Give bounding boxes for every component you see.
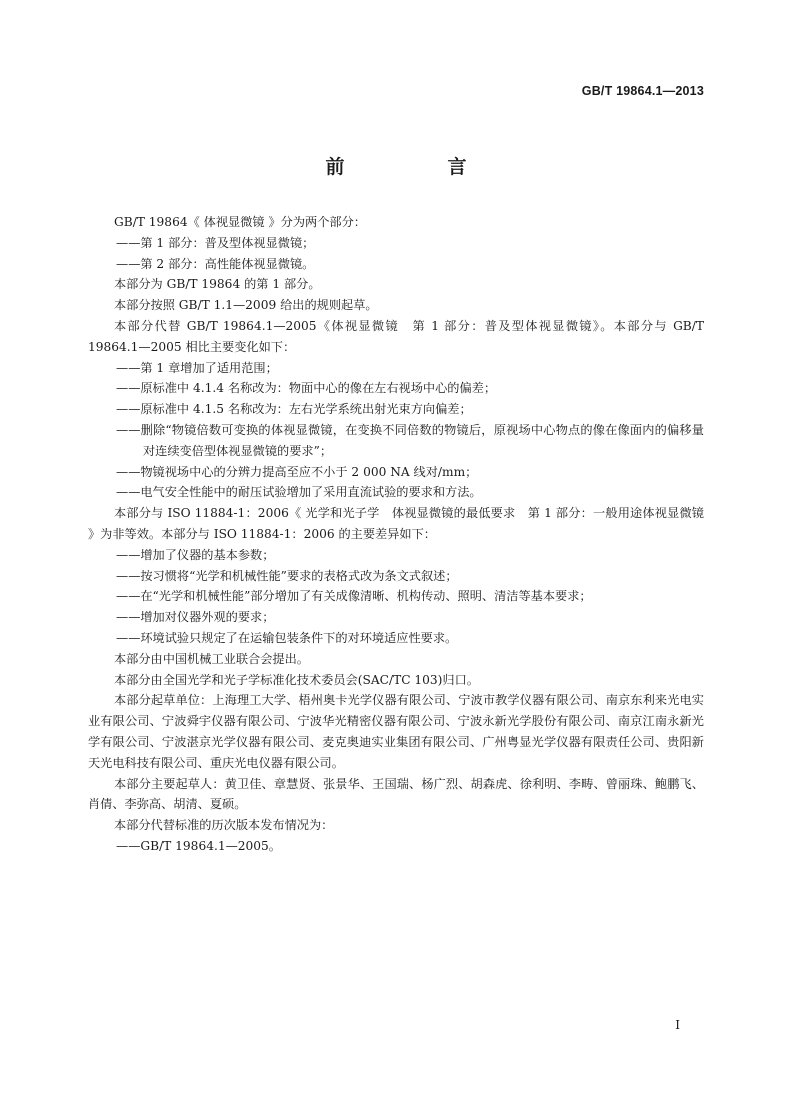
list-item: ——在“光学和机械性能”部分增加了有关成像清晰、机构传动、照明、清洁等基本要求； [116,589,592,604]
list-item: ——物镜视场中心的分辨力提高至应不小于 2 000 NA 线对/mm； [116,464,478,479]
standard-number: GB/T 19864.1—2013 [581,84,704,98]
paragraph: 本部分由中国机械工业联合会提出。 [114,651,309,666]
list-item: ——第 1 部分：普及型体视显微镜； [116,235,315,250]
paragraph: 本部分按照 GB/T 1.1—2009 给出的规则起草。 [114,298,378,313]
list-item: ——环境试验只规定了在运输包装条件下的对环境适应性要求。 [116,630,458,645]
list-item: ——第 1 章增加了适用范围； [116,360,278,375]
list-item: ——第 2 部分：高性能体视显微镜。 [116,256,315,271]
list-item: ——增加了仪器的基本参数； [116,547,275,562]
list-item: ——GB/T 19864.1—2005。 [116,838,281,853]
paragraph: 本部分为 GB/T 19864 的第 1 部分。 [114,277,321,292]
paragraph: 本部分主要起草人：黄卫佳、章慧贤、张景华、王国瑞、杨广烈、胡森虎、徐利明、李畴、曾丽珠、鲍鹏飞、肖倩、李弥高、胡清、夏硕。 [88,776,704,812]
paragraph: 本部分由全国光学和光子学标准化技术委员会(SAC/TC 103)归口。 [114,672,479,687]
document-body [88,212,704,857]
paragraph: 本部分代替 GB/T 19864.1—2005《体视显微镜 第 1 部分：普及型体视显微镜》。本部分与 GB/T 19864.1—2005 相比主要变化如下： [88,318,704,354]
list-item: ——原标准中 4.1.4 名称改为：物面中心的像在左右视场中心的偏差； [116,381,497,396]
page-title: 前 言 [325,156,509,178]
list-item: ——按习惯将“光学和机械性能”要求的表格式改为条文式叙述； [116,568,458,583]
list-item: ——原标准中 4.1.5 名称改为：左右光学系统出射光束方向偏差； [116,402,472,417]
page-number: I [675,1018,680,1032]
list-item: ——删除“物镜倍数可变换的体视显微镜，在变换不同倍数的物镜后，原视场中心物点的像在像面内的偏移量对连续变倍型体视显微镜的要求”； [116,422,704,458]
paragraph: 本部分起草单位：上海理工大学、梧州奥卡光学仪器有限公司、宁波市教学仪器有限公司、南京东利来光电实业有限公司、宁波舜宇仪器有限公司、宁波华光精密仪器有限公司、宁波永新光学股份有限公司、南京江南永新光学有限公司、宁波湛京光学仪器有限公司、麦克奥迪实业集团有限公司、广州粤显光学仪器有限责任公司、贵阳新天光电科技有限公司、重庆光电仪器有限公司。 [88,693,704,770]
paragraph: 本部分与 ISO 11884-1：2006《 光学和光子学 体视显微镜的最低要求 第 1 部分：一般用途体视显微镜 》为非等效。本部分与 ISO 11884-1：2006 的主要差异如下： [88,506,704,541]
list-item: ——增加对仪器外观的要求； [116,610,275,625]
paragraph: 本部分代替标准的历次版本发布情况为： [114,818,334,833]
paragraph: GB/T 19864《 体视显微镜 》分为两个部分： [114,215,366,229]
list-item: ——电气安全性能中的耐压试验增加了采用直流试验的要求和方法。 [116,485,482,500]
